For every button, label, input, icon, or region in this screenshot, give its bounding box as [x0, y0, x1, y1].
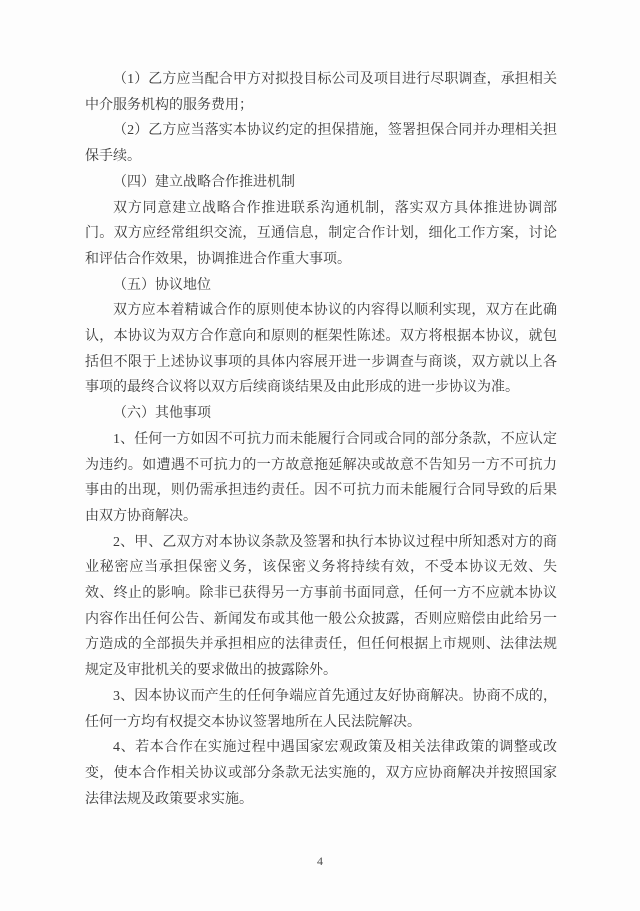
section-heading-4: （四）建立战略合作推进机制	[113, 174, 295, 190]
section-heading-6: （六）其他事项	[113, 406, 211, 422]
clause-4: 4、若本合作在实施过程中遇国家宏观政策及相关法律政策的调整或改变，使本合作相关协议或部分条款无法实施的，双方应协商解决并按照国家法律法规及政策要求实施。	[85, 740, 557, 807]
paragraph: 双方应本着精诚合作的原则使本协议的内容得以顺利实现，双方在此确认，本协议为双方合作意向和原则的框架性陈述。双方将根据本协议，就包括但不限于上述协议事项的具体内容展开进一步调查与商谈，双方就以上各事项的最终合议将以双方后续商谈结果及由此形成的进一步协议为准。	[85, 303, 557, 396]
section-heading-5: （五）协议地位	[113, 277, 211, 293]
clause-1: 1、任何一方如因不可抗力而未能履行合同或合同的部分条款，不应认定为违约。如遭遇不可抗力的一方故意拖延解决或故意不告知另一方不可抗力事由的出现，则仍需承担违约责任。因不可抗力而未能履行合同导致的后果由双方协商解决。	[85, 431, 557, 524]
paragraph: 双方同意建立战略合作推进联系沟通机制，落实双方具体推进协调部门。双方应经常组织交流，互通信息，制定合作计划，细化工作方案，讨论和评估合作效果，协调推进合作重大事项。	[85, 200, 557, 267]
clause-2: 2、甲、乙双方对本协议条款及签署和执行本协议过程中所知悉对方的商业秘密应当承担保密义务，该保密义务将持续有效，不受本协议无效、失效、终止的影响。除非已获得另一方事前书面同意，任何一方不应就本协议内容作出任何公告、新闻发布或其他一般公众披露，否则应赔偿由此给另一方造成的全部损失并承担相应的法律责任，但任何根据上市规则、法律法规规定及审批机关的要求做出的披露除外。	[85, 534, 557, 679]
list-item-1: （1）乙方应当配合甲方对拟投目标公司及项目进行尽职调查，承担相关中介服务机构的服务费用；	[85, 72, 557, 113]
list-item-2: （2）乙方应当落实本协议约定的担保措施，签署担保合同并办理相关担保手续。	[85, 123, 557, 165]
document-body	[85, 67, 557, 812]
page-number-footer: 4	[317, 854, 323, 868]
clause-3: 3、因本协议而产生的任何争端应首先通过友好协商解决。协商不成的，任何一方均有权提交本协议签署地所在人民法院解决。	[85, 688, 557, 730]
